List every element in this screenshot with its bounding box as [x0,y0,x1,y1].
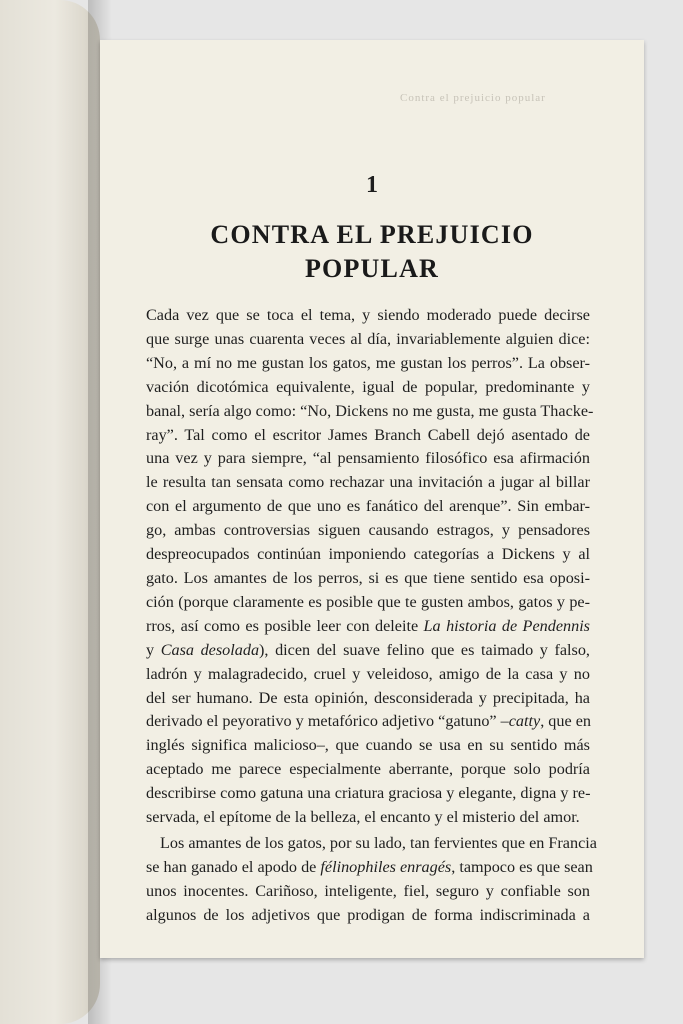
text-line: aceptado me parece especialmente aberrante, porque solo podría [146,760,590,779]
text-line: despreocupados continúan imponiendo categorías a Dickens y al [146,545,590,564]
paragraph-2 [146,832,597,928]
text-line: describirse como gatuna una criatura graciosa y elegante, digna y re- [146,784,591,803]
text-line: Cada vez que se toca el tema, y siendo moderado puede decirse [146,306,590,324]
text-segment: , que en [540,712,591,731]
chapter-number: 1 [366,172,378,198]
text-segment: , tampoco es que sean [451,857,593,876]
text-line: vación dicotómica equivalente, igual de popular, predominante y [146,377,590,396]
text-line: que surge unas cuarenta veces al día, invariablemente alguien dice: [146,329,590,348]
text-segment: se han ganado el apodo de [146,857,321,876]
text-line: del ser humano. De esta opinión, desconsiderada y precipitada, ha [146,688,590,707]
running-head-faint: Contra el prejuicio popular [400,92,546,104]
chapter-title-line-1: CONTRA EL PREJUICIO [210,220,534,249]
text-line [146,615,590,639]
text-line: ción (porque claramente es posible que te gusten ambos, gatos y pe- [146,592,590,611]
text-line [146,710,590,734]
text-line: unos inocentes. Cariñoso, inteligente, fiel, seguro y confiable son [146,881,590,900]
text-line [146,639,590,663]
text-line: inglés significa malicioso–, que cuando se usa en su sentido más [146,736,590,755]
text-line: go, ambas controversias siguen causando estragos, y pensadores [146,521,590,540]
text-line: “No, a mí no me gustan los gatos, me gustan los perros”. La obser- [146,353,590,372]
text-line: Los amantes de los gatos, por su lado, tan fervientes que en Francia [160,833,597,852]
text-line: una vez y para siempre, “al pensamiento filosófico esa afirmación [146,449,590,468]
text-line [146,856,593,880]
text-line: algunos de los adjetivos que prodigan de forma indiscriminada a [146,905,590,924]
text-line: gato. Los amantes de los perros, si es que tiene sentido esa oposi- [146,568,590,587]
italic-title: Casa desolada [160,640,260,659]
chapter-title [100,218,644,286]
italic-title: La historia de Pendennis [423,616,590,635]
text-segment: rros, así como es posible leer con deleite [146,616,424,635]
text-line: con el argumento de que uno es fanático del arenque”. Sin embar- [146,497,590,516]
text-segment: derivado el peyorativo y metafórico adjetivo “gatuno” – [146,712,509,731]
text-line: ray”. Tal como el escritor James Branch Cabell dejó asentado de [146,425,590,444]
text-line: servada, el epítome de la belleza, el encanto y el misterio del amor. [146,808,580,827]
paragraph-1 [146,304,594,830]
text-line: le resulta tan sensata como rechazar una invitación a jugar al billar [146,473,590,492]
italic-word: catty [508,712,541,731]
text-segment: ), dicen del suave felino que es taimado y falso, [259,640,590,659]
body-text [146,304,597,928]
left-page-edge [0,0,100,1024]
text-line: ladrón y malagradecido, cruel y veleidoso, amigo de la casa y no [146,664,590,683]
chapter-title-line-2: POPULAR [304,254,440,283]
text-segment: y [146,640,161,659]
text-line: banal, sería algo como: “No, Dickens no me gusta, me gusta Thacke- [146,401,594,420]
book-page [100,40,644,958]
italic-phrase: félinophiles enragés [320,857,452,876]
